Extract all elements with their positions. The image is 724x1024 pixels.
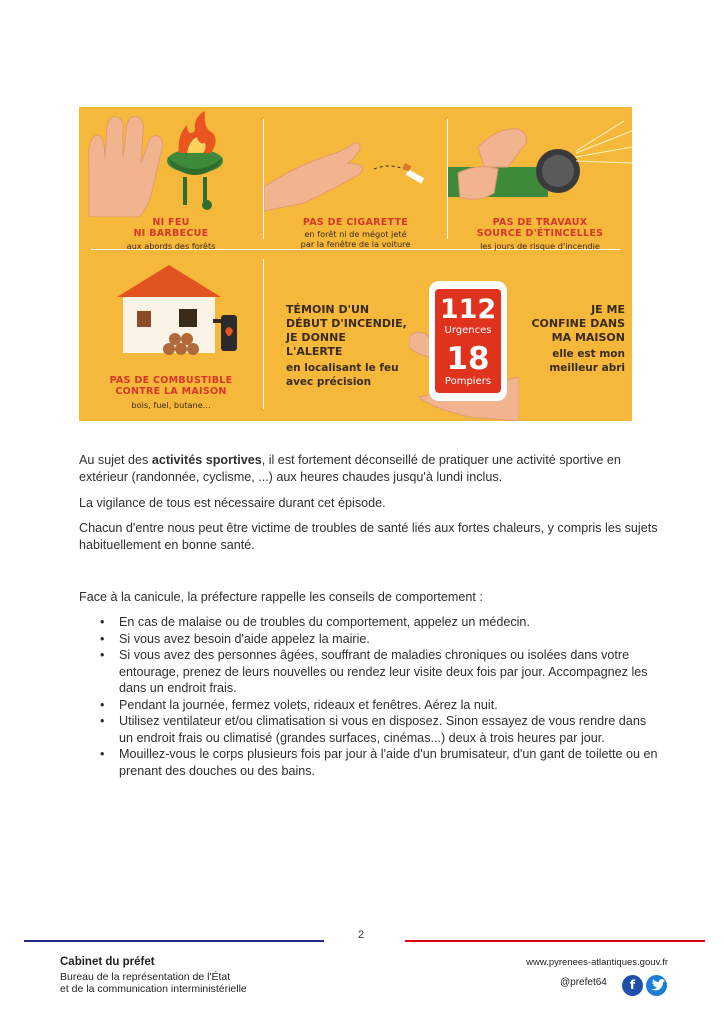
alert-subline: avec précision — [286, 376, 372, 388]
facebook-icon[interactable]: f — [622, 975, 643, 996]
confine-subtext — [501, 347, 625, 375]
twitter-bird-glyph — [646, 975, 667, 996]
sport-bold: activités sportives — [151, 453, 262, 467]
cell4-subtitle: bois, fuel, butane... — [131, 400, 211, 410]
vigilance-paragraph: La vigilance de tous est nécessaire durant cet épisode. — [79, 496, 386, 510]
office-line: et de la communication interministérielle — [60, 983, 247, 995]
emergency-label: Urgences — [444, 325, 492, 336]
sport-paragraph — [79, 452, 659, 485]
sport-prefix: Au sujet des — [79, 453, 152, 467]
cell2-subtitle — [264, 229, 447, 249]
phone — [429, 281, 507, 401]
alert-text — [286, 303, 426, 359]
advice-list — [100, 614, 660, 779]
cell1-subtitle: aux abords des forêts — [126, 241, 216, 251]
grinder-sparks-illustration — [448, 107, 632, 217]
barbecue-hand-illustration — [79, 107, 263, 217]
title-line: NI BARBECUE — [133, 228, 209, 239]
footer-divider-blue — [24, 940, 324, 942]
cell3-title — [448, 217, 632, 239]
cell4-title — [79, 375, 263, 397]
advice-intro: Face à la canicule, la préfecture rappelle les conseils de comportement : — [79, 590, 483, 604]
subtitle-line: par la fenêtre de la voiture — [300, 239, 411, 249]
confine-line: CONFINE DANS — [531, 317, 625, 330]
fire-prevention-infographic — [79, 107, 632, 421]
alert-subtext — [286, 361, 426, 389]
list-item: • Utilisez ventilateur et/ou climatisation si vous en disposez. Sinon essayez de vous rendre dans un endroit frais ou climatisé (grandes surfaces, cinémas...) deux à trois heures par jour. — [100, 713, 660, 746]
title-line: SOURCE D'ÉTINCELLES — [476, 228, 604, 239]
title-line: NI FEU — [152, 217, 190, 228]
confine-line: JE ME — [591, 303, 625, 316]
phone-screen — [435, 289, 501, 393]
list-item: • Pendant la journée, fermez volets, rideaux et fenêtres. Aérez la nuit. — [100, 697, 660, 714]
alert-line: TÉMOIN D'UN — [286, 303, 370, 316]
sport-rest: , il est fortement déconseillé de pratiquer une activité sportive en extérieur (randonnée, cyclisme, ...) aux heures chaudes jusqu'à lundi inclus. — [79, 453, 621, 484]
alert-subline: en localisant le feu — [286, 362, 399, 374]
subtitle-line: en forêt ni de mégot jeté — [304, 229, 407, 239]
list-item: • Si vous avez besoin d'aide appelez la mairie. — [100, 631, 660, 648]
social-handle[interactable]: @prefet64 — [560, 977, 607, 988]
confine-subline: elle est mon — [552, 348, 625, 360]
alert-line: DÉBUT D'INCENDIE, — [286, 317, 407, 330]
cell3-subtitle: les jours de risque d'incendie — [480, 241, 600, 251]
office-block — [60, 956, 247, 995]
website-link[interactable]: www.pyrenees-atlantiques.gouv.fr — [526, 957, 668, 968]
firefighters-number: 18 — [446, 341, 490, 377]
confine-line: MA MAISON — [551, 331, 625, 344]
cell2-title — [264, 217, 447, 228]
page-number: 2 — [358, 929, 365, 941]
title-line: CONTRE LA MAISON — [115, 386, 227, 397]
office-title: Cabinet du préfet — [60, 956, 155, 968]
alert-line: JE DONNE — [286, 331, 346, 344]
victims-paragraph: Chacun d'entre nous peut être victime de troubles de santé liés aux fortes chaleurs, y compris les sujets habituellement en bonne santé. — [79, 521, 658, 552]
divider — [263, 259, 264, 409]
list-item: • Si vous avez des personnes âgées, souffrant de maladies chroniques ou isolées dans votre entourage, prenez de leurs nouvelles ou rendez leur visite deux fois par jour. Accompagnez les dans un endroit frais. — [100, 647, 660, 697]
list-item: • En cas de malaise ou de troubles du comportement, appelez un médecin. — [100, 614, 660, 631]
title-line: PAS DE CIGARETTE — [302, 217, 409, 228]
confine-text — [501, 303, 625, 345]
house-fuel-illustration — [79, 257, 263, 367]
confine-subline: meilleur abri — [549, 362, 625, 374]
emergency-number: 112 — [439, 294, 497, 325]
footer-divider-red — [405, 940, 705, 942]
cigarette-hand-illustration — [264, 107, 447, 217]
list-item: • Mouillez-vous le corps plusieurs fois par jour à l'aide d'un brumisateur, d'un gant de toilette ou en prenant des douches ou des bains. — [100, 746, 660, 779]
cell1-title — [79, 217, 263, 239]
title-line: PAS DE TRAVAUX — [492, 217, 588, 228]
alert-line: L'ALERTE — [286, 345, 343, 358]
office-line: Bureau de la représentation de l'État — [60, 971, 231, 983]
title-line: PAS DE COMBUSTIBLE — [109, 375, 233, 386]
twitter-icon[interactable] — [646, 975, 667, 996]
firefighters-label: Pompiers — [444, 376, 492, 387]
